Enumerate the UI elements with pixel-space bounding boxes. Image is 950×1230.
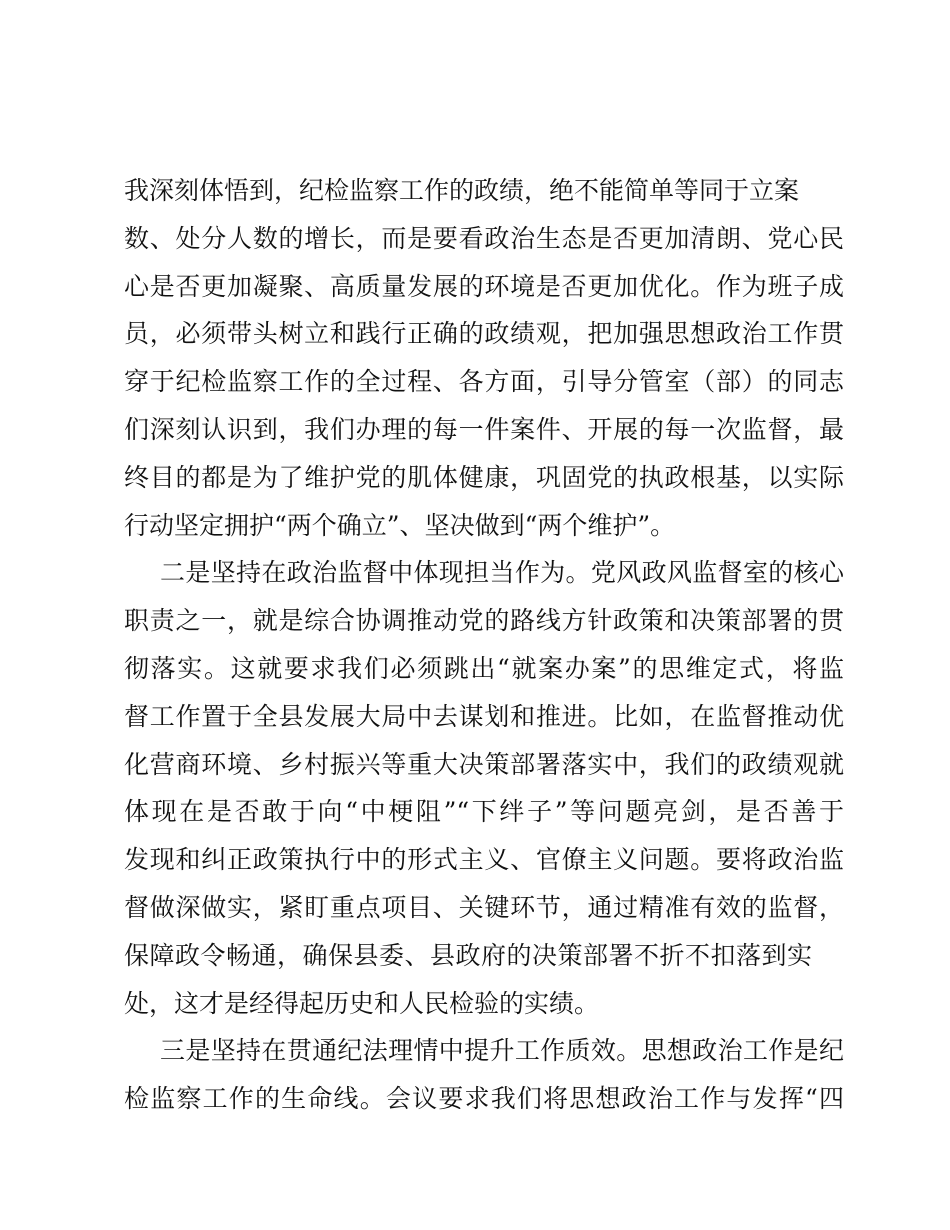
text-line-3: 心是否更加凝聚、高质量发展的环境是否更加优化。作为班子成 (124, 271, 844, 301)
text-line-1: 我深刻体悟到，纪检监察工作的政绩，绝不能简单等同于立案 (124, 176, 800, 205)
text-line-15: 发现和纠正政策执行中的形式主义、官僚主义问题。要将政治监 (124, 845, 844, 875)
text-line-20: 检监察工作的生命线。会议要求我们将思想政治工作与发挥“四 (124, 1084, 844, 1114)
text-line-7: 终目的都是为了维护党的肌体健康，巩固党的执政根基，以实际 (124, 462, 844, 492)
text-line-14: 体现在是否敢于向“中梗阻”“下绊子”等问题亮剑，是否善于 (124, 797, 844, 827)
text-line-16: 督做深做实，紧盯重点项目、关键环节，通过精准有效的监督， (124, 892, 844, 922)
text-line-18: 处，这才是经得起历史和人民检验的实绩。 (124, 988, 600, 1018)
text-line-5: 穿于纪检监察工作的全过程、各方面，引导分管室（部）的同志 (124, 367, 844, 397)
text-line-6: 们深刻认识到，我们办理的每一件案件、开展的每一次监督，最 (124, 414, 844, 444)
text-line-19: 三是坚持在贯通纪法理情中提升工作质效。思想政治工作是纪 (160, 1036, 844, 1066)
body-text (124, 167, 844, 1123)
text-line-17: 保障政令畅通，确保县委、县政府的决策部署不折不扣落到实 (124, 940, 812, 970)
text-line-13: 化营商环境、乡村振兴等重大决策部署落实中，我们的政绩观就 (124, 749, 844, 779)
text-line-9: 二是坚持在政治监督中体现担当作为。党风政风监督室的核心 (160, 558, 844, 588)
text-line-12: 督工作置于全县发展大局中去谋划和推进。比如，在监督推动优 (124, 701, 844, 731)
text-line-11: 彻落实。这就要求我们必须跳出“就案办案”的思维定式，将监 (124, 653, 844, 683)
text-line-4: 员，必须带头树立和践行正确的政绩观，把加强思想政治工作贯 (124, 319, 844, 349)
text-line-8: 行动坚定拥护“两个确立”、坚决做到“两个维护”。 (124, 510, 676, 540)
text-line-10: 职责之一，就是综合协调推动党的路线方针政策和决策部署的贯 (124, 606, 844, 636)
text-line-2: 数、处分人数的增长，而是要看政治生态是否更加清朗、党心民 (124, 223, 844, 253)
